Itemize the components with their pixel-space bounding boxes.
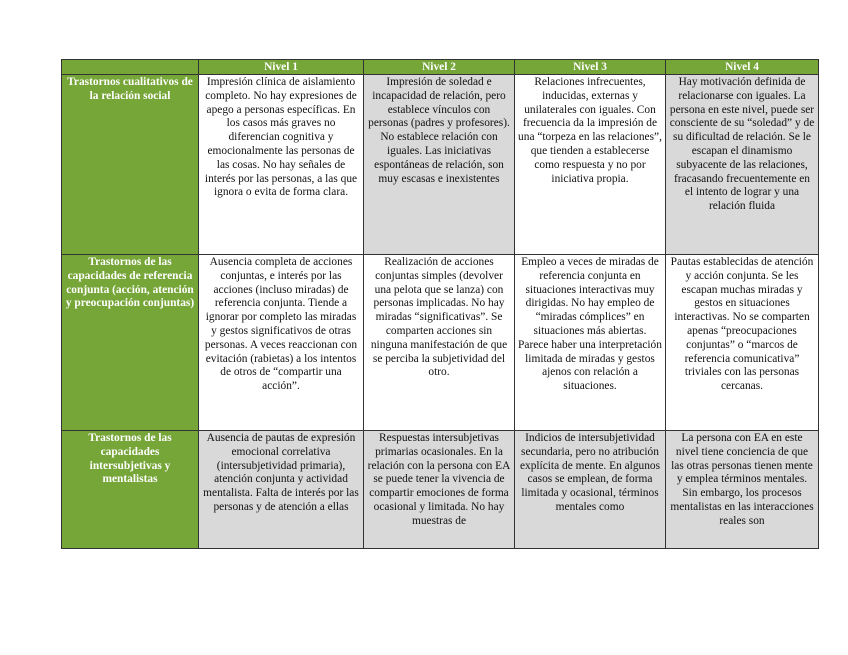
cell-r3-nivel-2: Respuestas intersubjetivas primarias ocasionales. En la relación con la persona con EA se puede tener la vivencia de compartir emociones de forma ocasional y limitada. No hay muestras de bbox=[364, 431, 515, 549]
cell-r1-nivel-3: Relaciones infrecuentes, inducidas, externas y unilaterales con iguales. Con frecuencia da la impresión de una “torpeza en las relaciones”, que tienden a establecerse como respuesta y no por iniciativa propia. bbox=[515, 75, 666, 255]
table-row bbox=[62, 431, 819, 549]
cell-r2-nivel-4: Pautas establecidas de atención y acción conjunta. Se les escapan muchas miradas y gestos en situaciones interactivas. No se comparten apenas “preocupaciones conjuntas” o “marcos de referencia comunicativa” triviales con las personas cercanas. bbox=[666, 255, 819, 431]
header-nivel-2: Nivel 2 bbox=[364, 60, 515, 75]
row-label-intersubjetivas: Trastornos de las capacidades intersubjetivas y mentalistas bbox=[62, 431, 199, 549]
table-row bbox=[62, 75, 819, 255]
cell-r1-nivel-2: Impresión de soledad e incapacidad de relación, pero establece vínculos con personas (padres y profesores). No establece relación con iguales. Las iniciativas espontáneas de relación, son muy escasas e inexistentes bbox=[364, 75, 515, 255]
cell-r3-nivel-4: La persona con EA en este nivel tiene conciencia de que las otras personas tienen mente y emplea términos mentales. Sin embargo, los procesos mentalistas en las interacciones reales son bbox=[666, 431, 819, 549]
cell-r1-nivel-4: Hay motivación definida de relacionarse con iguales. La persona en este nivel, puede ser consciente de su “soledad” y de su dificultad de relación. Se le escapan el dinamismo subyacente de las relaciones, fracasando frecuentemente en el intento de lograr y una relación fluida bbox=[666, 75, 819, 255]
row-label-referencia-conjunta: Trastornos de las capacidades de referencia conjunta (acción, atención y preocupación conjuntas) bbox=[62, 255, 199, 431]
cell-r1-nivel-1: Impresión clínica de aislamiento completo. No hay expresiones de apego a personas específicas. En los casos más graves no diferencian cognitiva y emocionalmente las personas de las cosas. No hay señales de interés por las personas, a las que ignora o evita de forma clara. bbox=[199, 75, 364, 255]
header-nivel-4: Nivel 4 bbox=[666, 60, 819, 75]
header-nivel-1: Nivel 1 bbox=[199, 60, 364, 75]
header-corner bbox=[62, 60, 199, 75]
header-row bbox=[62, 60, 819, 75]
row-label-relacion-social: Trastornos cualitativos de la relación social bbox=[62, 75, 199, 255]
cell-r3-nivel-3: Indicios de intersubjetividad secundaria, pero no atribución explícita de mente. En algunos casos se emplean, de forma limitada y ocasional, términos mentales como bbox=[515, 431, 666, 549]
header-nivel-3: Nivel 3 bbox=[515, 60, 666, 75]
cell-r2-nivel-2: Realización de acciones conjuntas simples (devolver una pelota que se lanza) con personas implicadas. No hay miradas “significativas”. Se comparten acciones sin ninguna manifestación de que se perciba la subjetividad del otro. bbox=[364, 255, 515, 431]
levels-table bbox=[61, 59, 819, 549]
table-row bbox=[62, 255, 819, 431]
cell-r2-nivel-3: Empleo a veces de miradas de referencia conjunta en situaciones interactivas muy dirigidas. No hay empleo de “miradas cómplices” en situaciones más abiertas. Parece haber una interpretación limitada de miradas y gestos ajenos con relación a situaciones. bbox=[515, 255, 666, 431]
cell-r2-nivel-1: Ausencia completa de acciones conjuntas, e interés por las acciones (incluso miradas) de referencia conjunta. Tiende a ignorar por completo las miradas y gestos significativos de otras personas. A veces reaccionan con evitación (rabietas) a los intentos de otros de “compartir una acción”. bbox=[199, 255, 364, 431]
cell-r3-nivel-1: Ausencia de pautas de expresión emocional correlativa (intersubjetividad primaria), atención conjunta y actividad mentalista. Falta de interés por las personas y de atención a ellas bbox=[199, 431, 364, 549]
